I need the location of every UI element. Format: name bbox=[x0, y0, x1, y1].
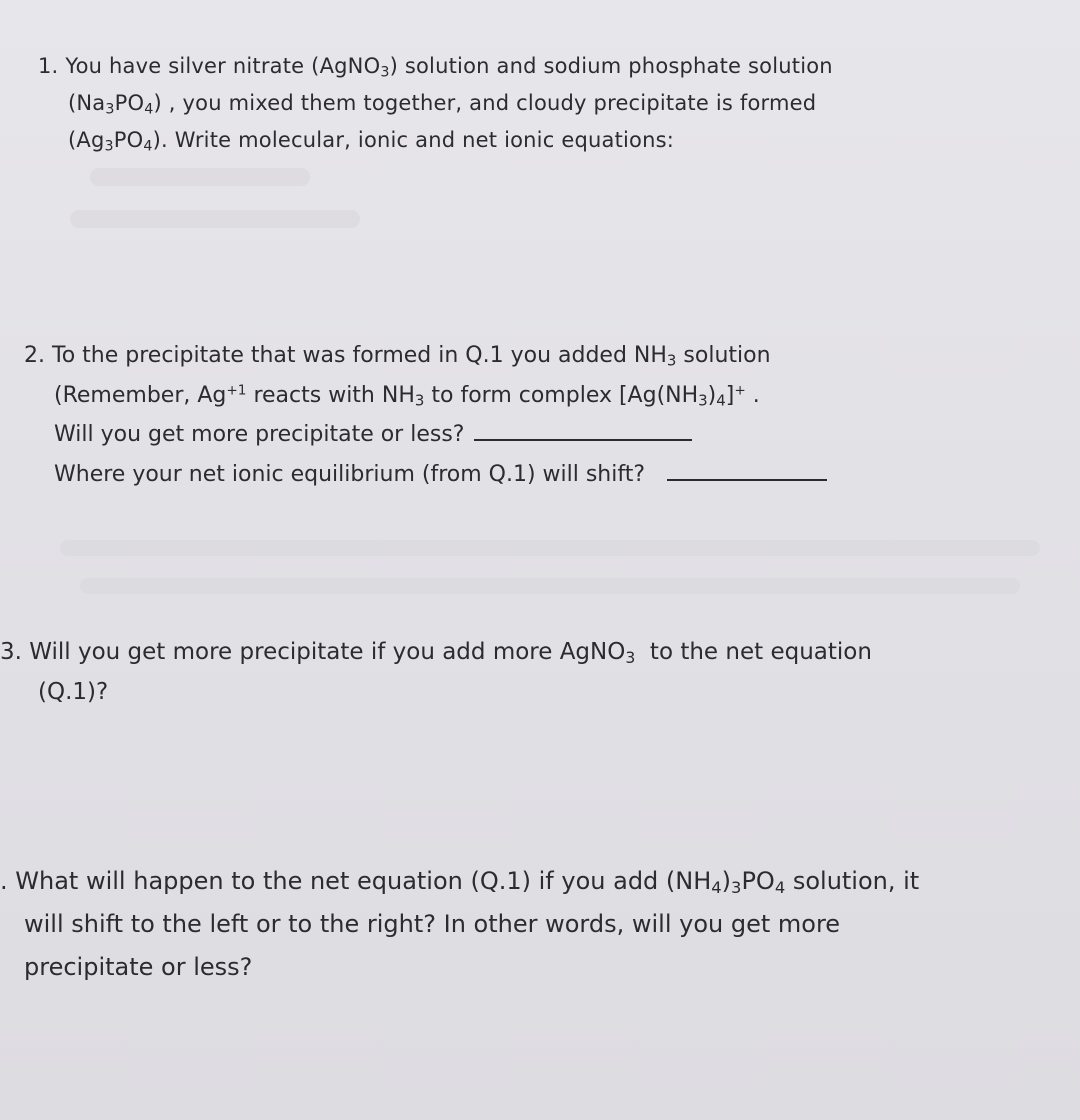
bleed-through-mark bbox=[70, 210, 360, 228]
question-4-line-2: will shift to the left or to the right? In other words, will you get more bbox=[24, 910, 841, 938]
question-4 bbox=[0, 860, 919, 989]
question-1-line-2: $(Na_3PO_4)$ , you mixed them together, and cloudy precipitate is formed bbox=[68, 91, 817, 118]
question-2 bbox=[24, 336, 827, 494]
question-1-line-1: 1. You have silver nitrate (AgNO$_3$) solution and sodium phosphate solution bbox=[38, 48, 833, 85]
question-1 bbox=[38, 48, 833, 159]
question-2-line-1: 2. To the precipitate that was formed in Q.1 you added $NH_3$ solution bbox=[24, 336, 827, 376]
question-3-line-2: (Q.1)? bbox=[38, 679, 109, 705]
question-number: 3. bbox=[0, 639, 22, 665]
question-3-line-1: 3. Will you get more precipitate if you add more AgNO$_3$ to the net equation bbox=[0, 632, 872, 672]
answer-blank[interactable] bbox=[667, 457, 827, 481]
question-2-line-4: Where your net ionic equilibrium (from Q.1) will shift? bbox=[24, 455, 827, 495]
question-1-line-3: $(Ag_3PO_4)$. Write molecular, ionic and net ionic equations: bbox=[68, 128, 675, 155]
bleed-through-mark bbox=[80, 578, 1020, 594]
bleed-through-mark bbox=[60, 540, 1040, 556]
question-4-line-3: precipitate or less? bbox=[24, 953, 253, 981]
question-number: . bbox=[0, 867, 8, 895]
question-3 bbox=[0, 632, 872, 712]
question-2-line-3: Will you get more precipitate or less? bbox=[24, 415, 827, 455]
question-4-line-1: . What will happen to the net equation (Q.1) if you add $(NH_4)_3PO_4$ solution, it bbox=[0, 860, 919, 903]
bleed-through-mark bbox=[90, 168, 310, 186]
answer-blank[interactable] bbox=[474, 417, 692, 441]
question-number: 1. bbox=[38, 54, 59, 78]
question-2-line-2: (Remember, $Ag^{+1}$ reacts with $NH_3$ to form complex $[Ag(NH_3)_4]^+$ . bbox=[54, 382, 760, 410]
question-number: 2. bbox=[24, 343, 45, 368]
